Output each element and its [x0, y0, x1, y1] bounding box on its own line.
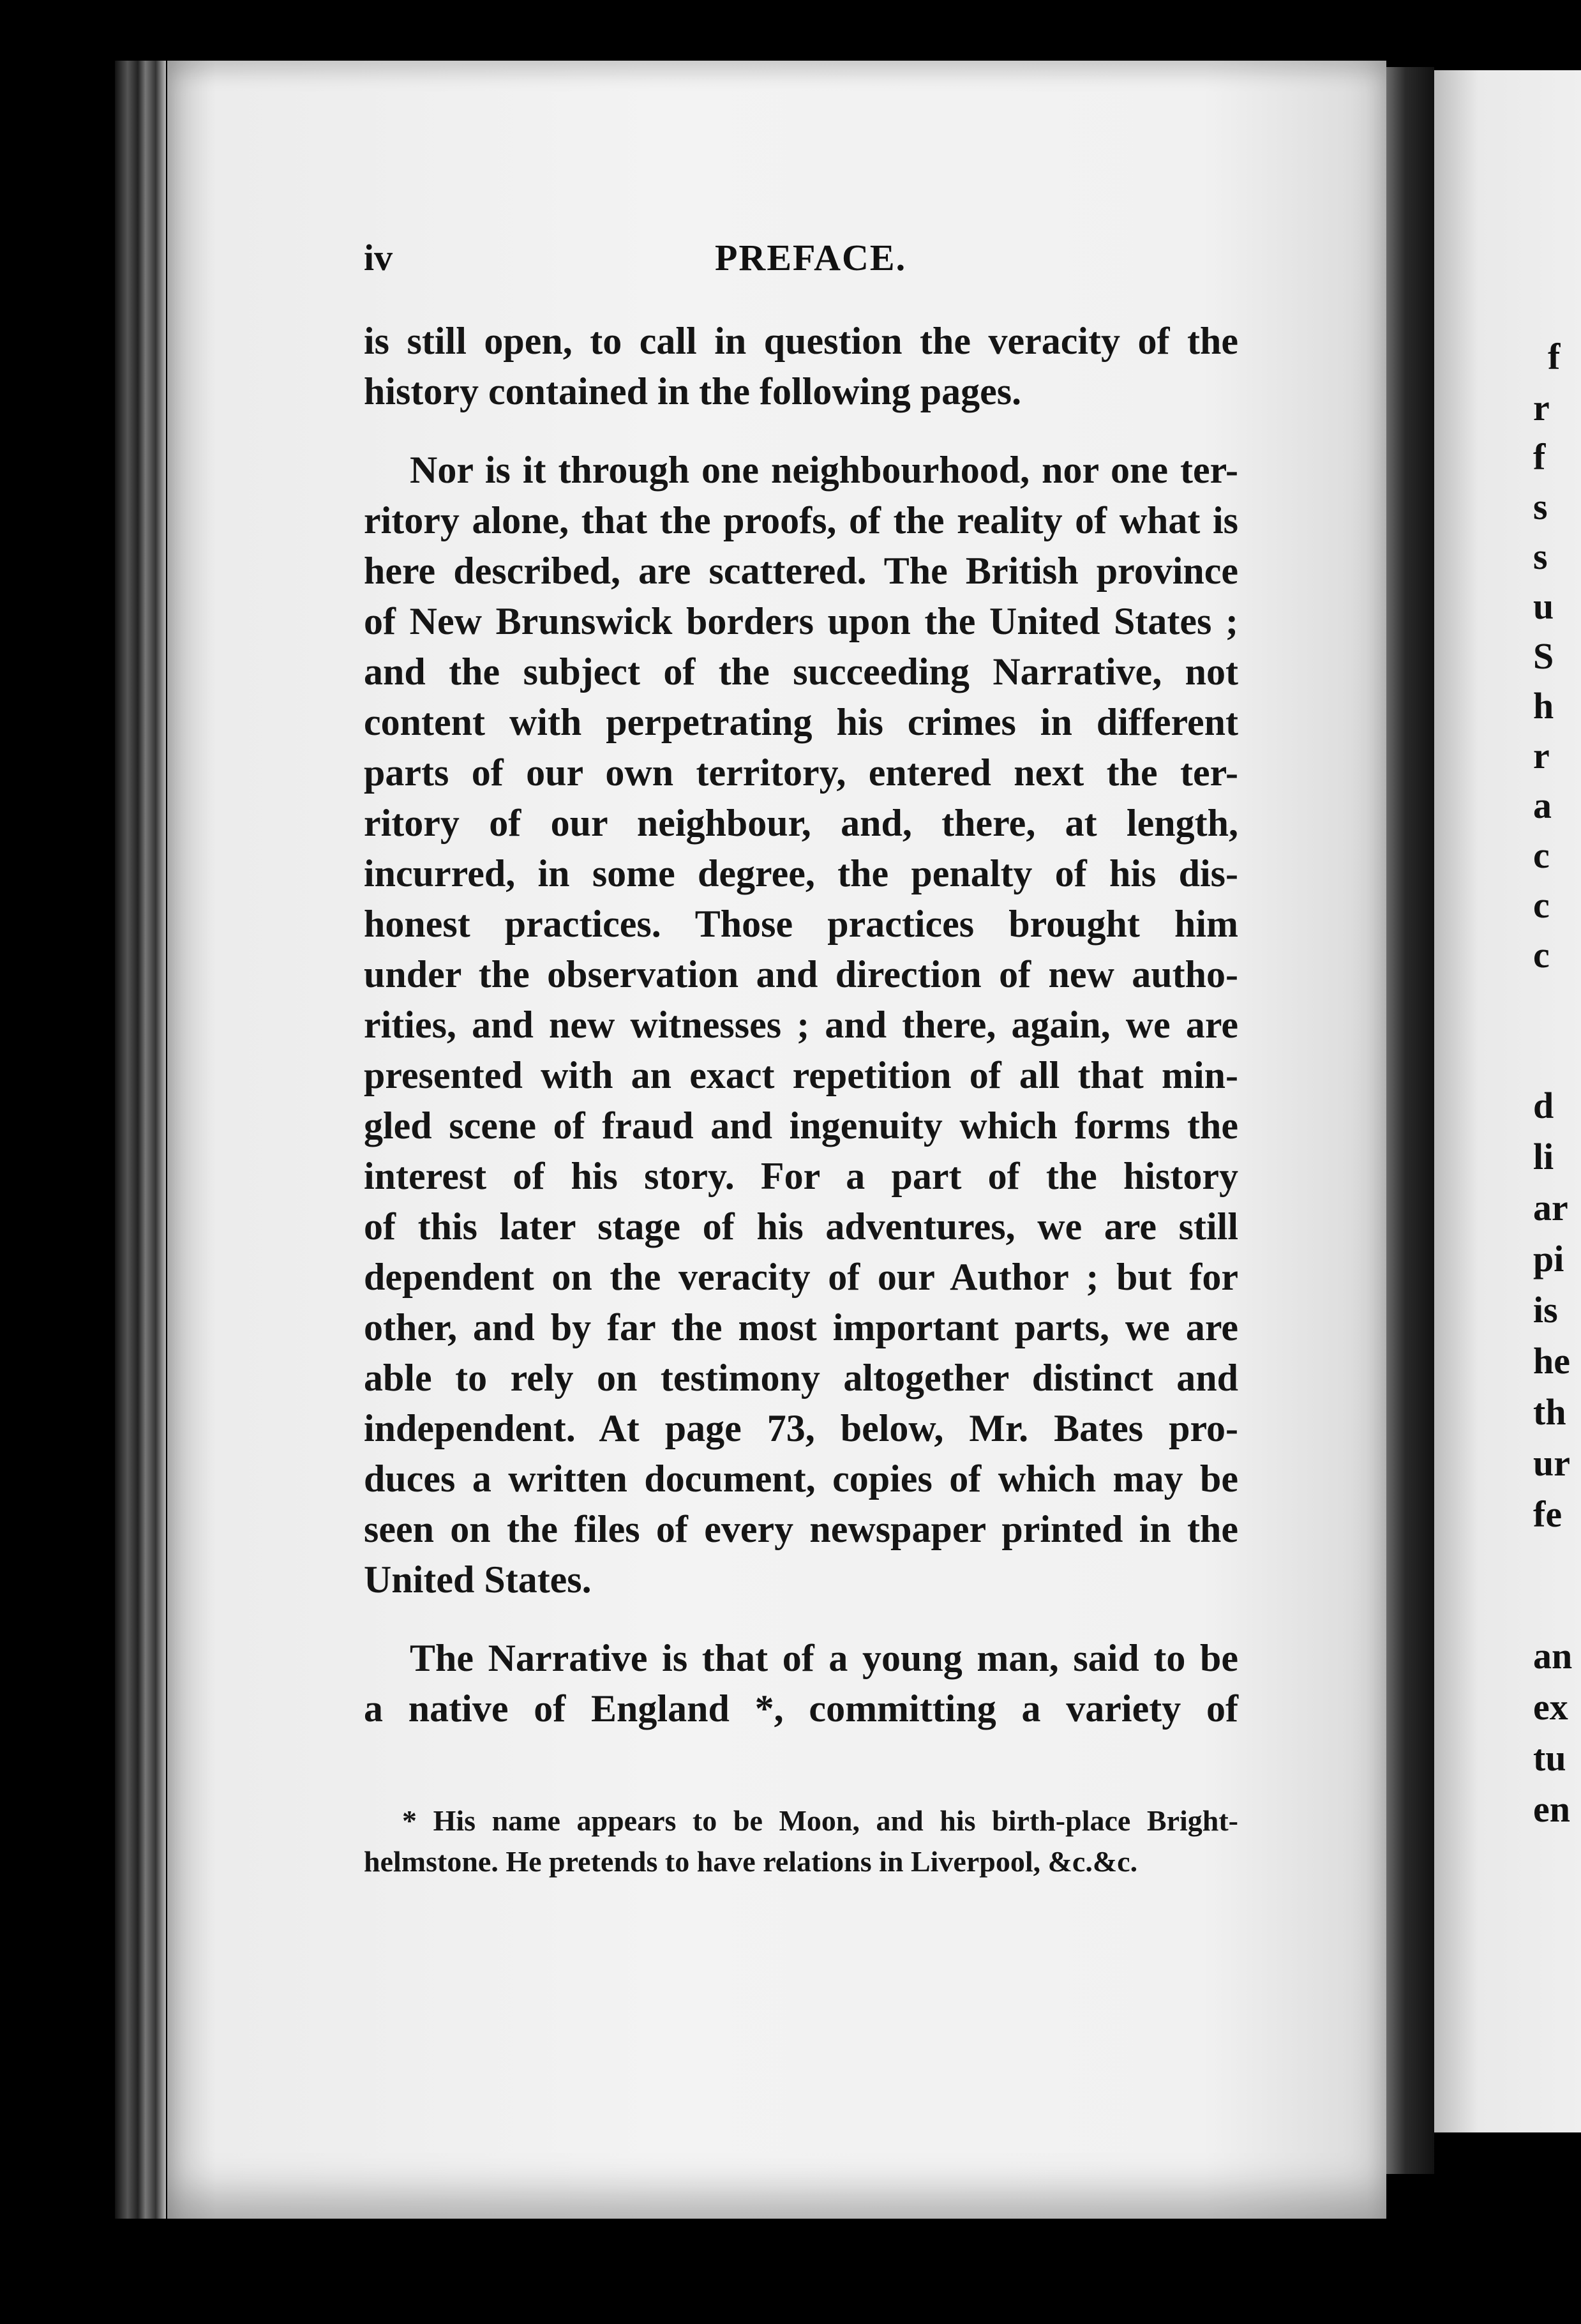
- text-line: of this later stage of his adventures, we are still: [364, 1205, 1238, 1248]
- facing-fragment: fe: [1533, 1493, 1562, 1535]
- facing-fragment: s: [1533, 536, 1548, 577]
- paragraph: [364, 316, 1238, 417]
- text-line: duces a written document, copies of which may be: [364, 1458, 1238, 1500]
- text-line: interest of his story. For a part of the history: [364, 1155, 1238, 1197]
- facing-fragment: f: [1548, 336, 1561, 377]
- text-line: United States.: [364, 1558, 592, 1601]
- paragraph: [364, 445, 1238, 1605]
- facing-fragment: u: [1533, 585, 1554, 627]
- text-line: seen on the files of every newspaper printed in the: [364, 1508, 1238, 1550]
- facing-fragment: s: [1533, 486, 1548, 527]
- text-line: Nor is it through one neighbourhood, nor one ter-: [410, 449, 1238, 491]
- facing-fragment: en: [1533, 1788, 1570, 1830]
- facing-fragment: a: [1533, 785, 1552, 826]
- text-line: dependent on the veracity of our Author ; but for: [364, 1256, 1238, 1298]
- facing-fragment: c: [1533, 834, 1550, 876]
- facing-fragment: ar: [1533, 1187, 1568, 1228]
- text-line: independent. At page 73, below, Mr. Bates pro-: [364, 1407, 1238, 1449]
- facing-fragment: d: [1533, 1085, 1554, 1126]
- text-line: ritory of our neighbour, and, there, at length,: [364, 802, 1238, 844]
- page-number: iv: [364, 237, 393, 278]
- body-text: [364, 316, 1238, 1734]
- facing-fragment: li: [1533, 1136, 1554, 1177]
- facing-fragment: r: [1533, 735, 1550, 776]
- text-line: presented with an exact repetition of all that min-: [364, 1054, 1238, 1096]
- text-line: other, and by far the most important parts, we are: [364, 1306, 1238, 1348]
- facing-fragment: tu: [1533, 1737, 1566, 1779]
- facing-fragment: is: [1533, 1289, 1558, 1331]
- footnote-line: helmstone. He pretends to have relations in Liverpool, &c.&c.: [364, 1845, 1138, 1878]
- text-line: honest practices. Those practices brought him: [364, 903, 1238, 945]
- text-line: parts of our own territory, entered next the ter-: [364, 751, 1238, 794]
- text-line: The Narrative is that of a young man, said to be: [410, 1637, 1238, 1679]
- facing-fragment: c: [1533, 934, 1550, 976]
- text-line: incurred, in some degree, the penalty of his dis-: [364, 852, 1238, 894]
- facing-fragment: ur: [1533, 1442, 1570, 1484]
- page-header: [364, 236, 1238, 287]
- text-line: ritory alone, that the proofs, of the reality of what is: [364, 499, 1238, 541]
- facing-fragment: f: [1533, 436, 1546, 478]
- text-line: here described, are scattered. The British province: [364, 550, 1238, 592]
- text-line: a native of England *, committing a variety of: [364, 1687, 1238, 1730]
- book-gutter: [1386, 67, 1434, 2174]
- text-line: is still open, to call in question the veracity of the: [364, 320, 1238, 362]
- footnote: [364, 1800, 1238, 1882]
- paragraph: [364, 1633, 1238, 1734]
- facing-fragment: S: [1533, 635, 1554, 677]
- facing-fragment: r: [1533, 387, 1550, 428]
- facing-fragment: th: [1533, 1391, 1566, 1433]
- facing-fragment: pi: [1533, 1238, 1564, 1279]
- text-line: and the subject of the succeeding Narrative, not: [364, 651, 1238, 693]
- footnote-line: * His name appears to be Moon, and his birth-place Bright-: [402, 1804, 1238, 1837]
- facing-fragment: he: [1533, 1340, 1570, 1382]
- text-line: content with perpetrating his crimes in different: [364, 701, 1238, 743]
- text-line: history contained in the following pages.: [364, 370, 1022, 412]
- facing-fragment: ex: [1533, 1686, 1568, 1728]
- text-line: under the observation and direction of new autho-: [364, 953, 1238, 995]
- running-head: PREFACE.: [715, 237, 907, 278]
- facing-fragment: an: [1533, 1635, 1573, 1677]
- book-edge-left: [115, 61, 166, 2219]
- text-line: rities, and new witnesses ; and there, again, we are: [364, 1004, 1238, 1046]
- facing-fragment: h: [1533, 685, 1554, 727]
- text-line: of New Brunswick borders upon the United States ;: [364, 600, 1238, 642]
- text-line: gled scene of fraud and ingenuity which forms the: [364, 1105, 1238, 1147]
- facing-page: [1434, 70, 1581, 2132]
- facing-fragment: c: [1533, 884, 1550, 926]
- text-line: able to rely on testimony altogether distinct and: [364, 1357, 1238, 1399]
